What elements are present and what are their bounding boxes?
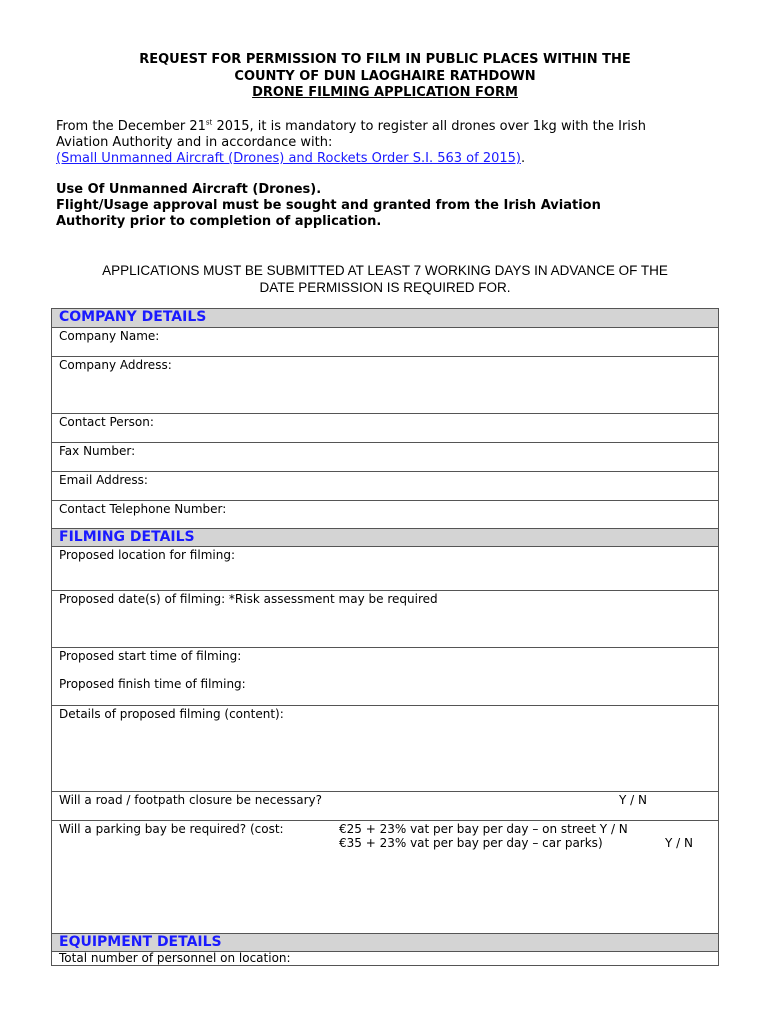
company-name-label: Company Name: (59, 329, 160, 343)
parking-bay-field[interactable] (52, 820, 718, 933)
section-header-filming: FILMING DETAILS (52, 528, 718, 546)
notice-line1: Use Of Unmanned Aircraft (Drones). (56, 182, 322, 197)
road-closure-label: Will a road / footpath closure be necessary? (59, 793, 322, 807)
company-name-field[interactable] (52, 327, 718, 356)
section-header-equipment: EQUIPMENT DETAILS (52, 933, 718, 951)
applications-notice-line2: DATE PERMISSION IS REQUIRED FOR. (259, 280, 511, 295)
personnel-count-field[interactable] (52, 951, 718, 965)
notice-line2: Flight/Usage approval must be sought and granted from the Irish Aviation (56, 198, 601, 213)
filming-location-label: Proposed location for filming: (59, 548, 235, 562)
section-header-company: COMPANY DETAILS (52, 309, 718, 327)
applications-notice-line1: APPLICATIONS MUST BE SUBMITTED AT LEAST 7 WORKING DAYS IN ADVANCE OF THE (102, 263, 668, 278)
notice-line3: Authority prior to completion of application. (56, 214, 382, 229)
road-closure-field[interactable] (52, 791, 718, 820)
fax-number-field[interactable] (52, 442, 718, 471)
parking-cost-on-street[interactable]: €25 + 23% vat per bay per day – on street Y / N (339, 822, 628, 836)
form-title-line1: REQUEST FOR PERMISSION TO FILM IN PUBLIC PLACES WITHIN THE (139, 52, 631, 67)
filming-dates-field[interactable] (52, 590, 718, 647)
email-address-label: Email Address: (59, 473, 148, 487)
parking-car-parks-yes-no[interactable]: Y / N (665, 836, 693, 850)
filming-times-field[interactable] (52, 647, 718, 705)
intro-superscript: st (205, 118, 213, 127)
filming-start-time-label: Proposed start time of filming: (59, 649, 242, 663)
intro-line1 (56, 119, 716, 135)
company-address-field[interactable] (52, 356, 718, 413)
intro-text-pre: From the December 21 (56, 119, 206, 134)
form-title-line3 (0, 85, 770, 102)
form-title-heading: DRONE FILMING APPLICATION FORM (252, 85, 518, 100)
intro-line2: Aviation Authority and in accordance with: (56, 135, 333, 150)
contact-person-label: Contact Person: (59, 415, 154, 429)
parking-cost-car-parks: €35 + 23% vat per bay per day – car parks) (339, 836, 603, 850)
email-address-field[interactable] (52, 471, 718, 500)
parking-bay-label: Will a parking bay be required? (cost: (59, 822, 284, 836)
form-title-line2: COUNTY OF DUN LAOGHAIRE RATHDOWN (234, 68, 536, 84)
fax-number-label: Fax Number: (59, 444, 136, 458)
intro-link-suffix: . (521, 151, 526, 166)
application-form-table (51, 308, 719, 966)
filming-dates-label: Proposed date(s) of filming: *Risk assessment may be required (59, 592, 438, 606)
contact-person-field[interactable] (52, 413, 718, 442)
intro-line3 (56, 151, 716, 167)
contact-telephone-field[interactable] (52, 500, 718, 528)
filming-content-field[interactable] (52, 705, 718, 791)
contact-telephone-label: Contact Telephone Number: (59, 502, 227, 516)
road-closure-yes-no[interactable]: Y / N (619, 793, 647, 807)
intro-text-post: 2015, it is mandatory to register all drones over 1kg with the Irish (212, 119, 646, 134)
personnel-count-label: Total number of personnel on location: (59, 951, 291, 965)
filming-finish-time-label: Proposed finish time of filming: (59, 677, 246, 691)
filming-content-label: Details of proposed filming (content): (59, 707, 284, 721)
company-address-label: Company Address: (59, 358, 172, 372)
statutory-instrument-link[interactable]: (Small Unmanned Aircraft (Drones) and Rockets Order S.I. 563 of 2015) (56, 151, 521, 166)
filming-location-field[interactable] (52, 546, 718, 590)
